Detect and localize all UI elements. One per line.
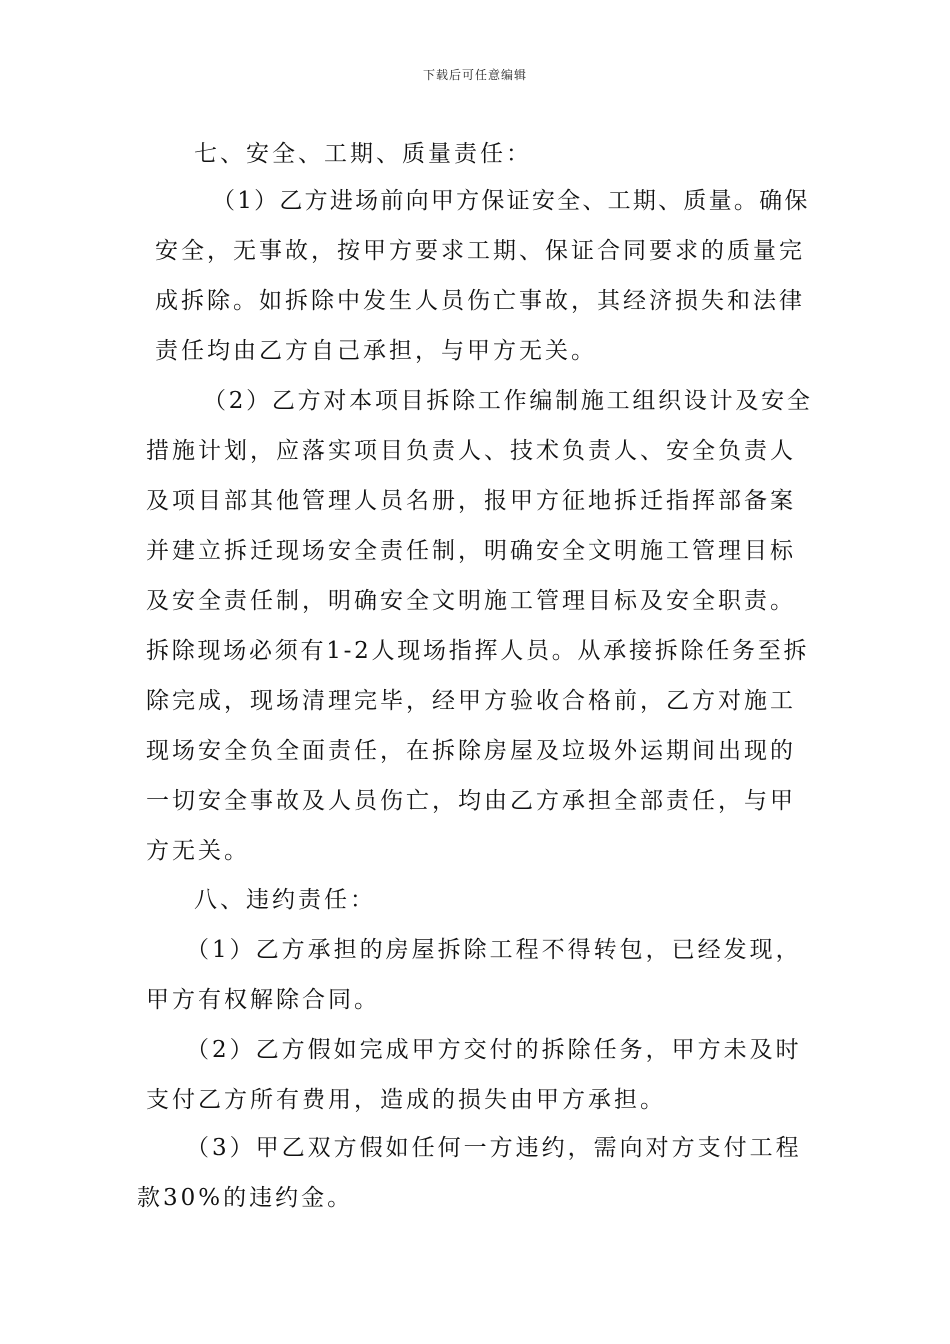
paragraph-line: 除完成，现场清理完毕，经甲方验收合格前，乙方对施工 bbox=[146, 688, 796, 714]
paragraph-line: 拆除现场必须有1-2人现场指挥人员。从承接拆除任务至拆 bbox=[146, 638, 810, 664]
paragraph-line: 及项目部其他管理人员名册，报甲方征地拆迁指挥部备案 bbox=[146, 488, 796, 514]
paragraph-line: （2）乙方对本项目拆除工作编制施工组织设计及安全 bbox=[203, 388, 813, 414]
paragraph-line: 款30%的违约金。 bbox=[137, 1185, 354, 1211]
paragraph-line: 安全，无事故，按甲方要求工期、保证合同要求的质量完 bbox=[155, 238, 805, 264]
page-header: 下载后可任意编辑 bbox=[422, 68, 527, 82]
paragraph-line: 并建立拆迁现场安全责任制，明确安全文明施工管理目标 bbox=[146, 538, 796, 564]
paragraph-line: 甲方有权解除合同。 bbox=[146, 987, 380, 1013]
paragraph-line: 方无关。 bbox=[146, 838, 250, 864]
paragraph-line: 成拆除。如拆除中发生人员伤亡事故，其经济损失和法律 bbox=[155, 288, 805, 314]
paragraph-line: 及安全责任制，明确安全文明施工管理目标及安全职责。 bbox=[146, 588, 796, 614]
section-heading-7: 七、安全、工期、质量责任： bbox=[194, 141, 532, 167]
paragraph-line: （1）乙方承担的房屋拆除工程不得转包，已经发现， bbox=[186, 937, 802, 963]
paragraph-line: 一切安全事故及人员伤亡，均由乙方承担全部责任，与甲 bbox=[146, 788, 796, 814]
section-heading-8: 八、违约责任： bbox=[194, 887, 376, 913]
paragraph-line: （1）乙方进场前向甲方保证安全、工期、质量。确保 bbox=[212, 188, 810, 214]
paragraph-line: 责任均由乙方自己承担，与甲方无关。 bbox=[155, 338, 597, 364]
paragraph-line: 支付乙方所有费用，造成的损失由甲方承担。 bbox=[146, 1087, 666, 1113]
paragraph-line: （2）乙方假如完成甲方交付的拆除任务，甲方未及时 bbox=[186, 1037, 802, 1063]
paragraph-line: 现场安全负全面责任，在拆除房屋及垃圾外运期间出现的 bbox=[146, 738, 796, 764]
paragraph-line: （3）甲乙双方假如任何一方违约，需向对方支付工程 bbox=[186, 1135, 802, 1161]
paragraph-line: 措施计划，应落实项目负责人、技术负责人、安全负责人 bbox=[146, 438, 796, 464]
